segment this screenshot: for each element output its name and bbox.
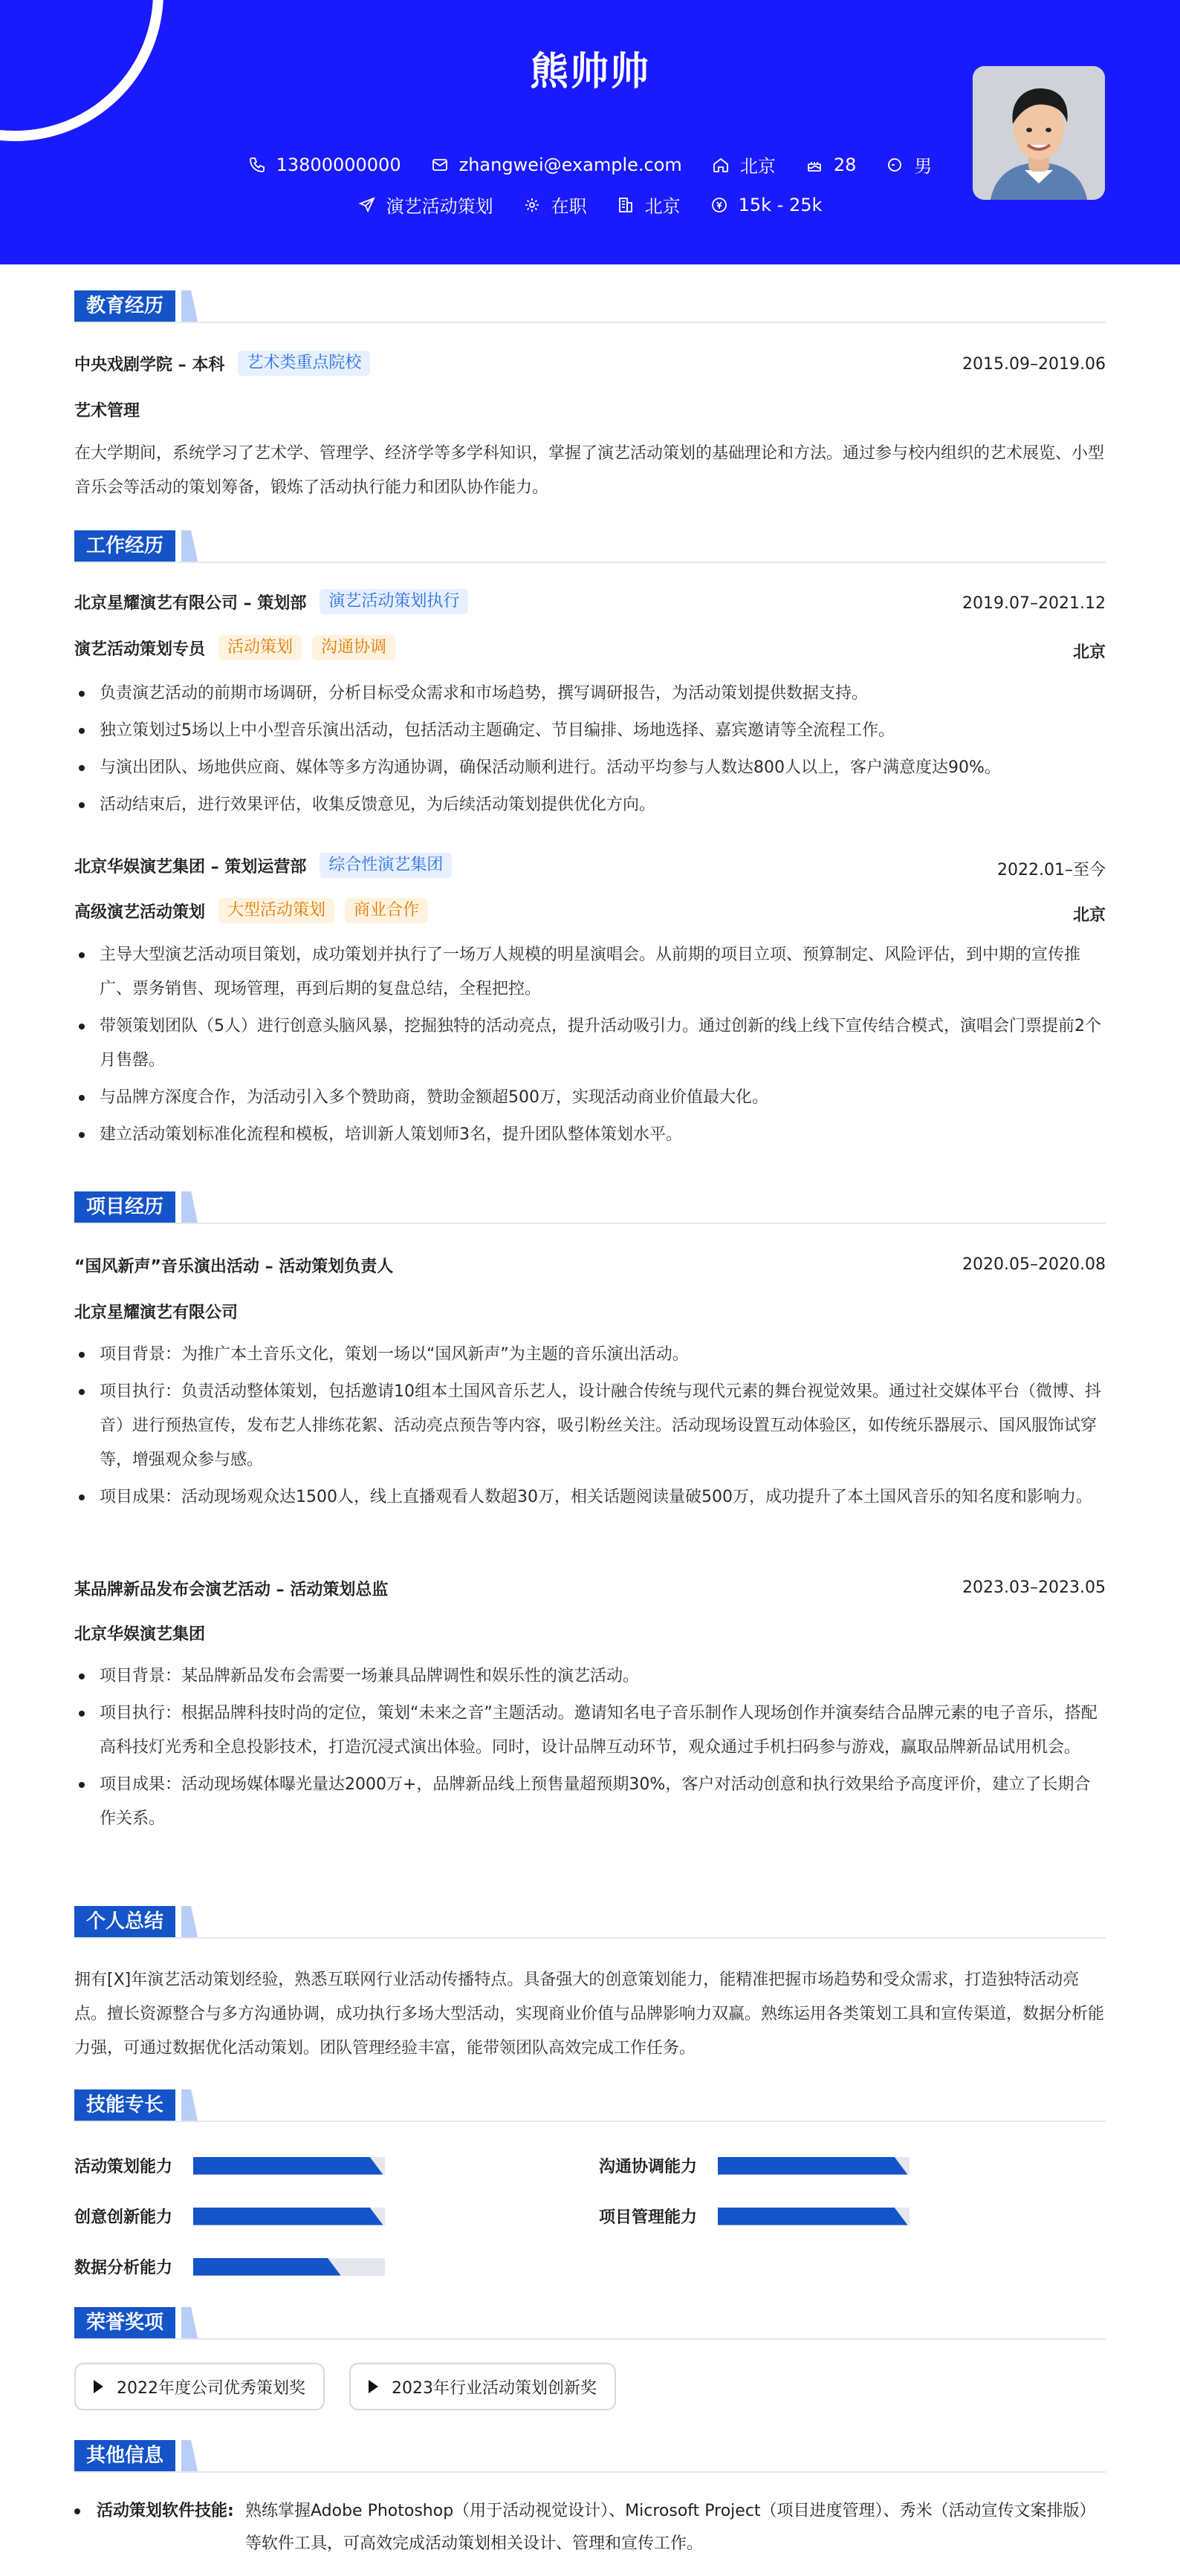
skill-bar-fill (718, 2157, 907, 2175)
awards-heading: 荣誉奖项 (74, 2307, 175, 2338)
play-icon (369, 2380, 378, 2393)
award-text: 2022年度公司优秀策划奖 (117, 2378, 305, 2398)
work-2-bullets (74, 938, 1106, 1155)
building-icon (617, 196, 635, 214)
skill-bar-track (193, 2208, 385, 2225)
phone-icon (248, 156, 266, 174)
skill-bar-fill (193, 2208, 383, 2225)
target-city-text: 北京 (644, 196, 681, 217)
skill-bar-track (193, 2258, 385, 2276)
project-1-header-row (74, 1254, 1106, 1277)
work-2-title: 高级演艺活动策划 (74, 902, 206, 922)
phone-info (248, 155, 401, 175)
heading-tail (181, 2440, 198, 2471)
work-1-skill-tag: 沟通协调 (312, 635, 395, 660)
skill-name: 活动策划能力 (74, 2158, 173, 2176)
work-1-company: 北京星耀演艺有限公司 – 策划部 (74, 593, 307, 613)
avatar-illustration (973, 66, 1105, 200)
heading-tail (181, 2089, 198, 2121)
education-heading: 教育经历 (74, 290, 175, 322)
list-item: 项目背景：某品牌新品发布会需要一场兼具品牌调性和娱乐性的演艺活动。 (74, 1659, 1106, 1694)
skill-item (599, 2205, 910, 2228)
send-icon (358, 196, 376, 214)
work-2-skill-tag: 大型活动策划 (218, 898, 334, 923)
other-info-item (74, 2495, 1106, 2560)
status-info (523, 192, 587, 218)
project-1-dates: 2020.05–2020.08 (962, 1255, 1106, 1274)
other-info-label: 活动策划软件技能: (97, 2502, 234, 2520)
summary-section-title (74, 1906, 1106, 1939)
work-heading: 工作经历 (74, 530, 175, 562)
list-item: 项目执行：负责活动整体策划，包括邀请10组本土国风音乐艺人，设计融合传统与现代元素的舞台视觉效果。通过社交媒体平台（微博、抖音）进行预热宣传，发布艺人排练花絮、活动亮点预告等内容，吸引粉丝关注。活动现场设置互动体验区，如传统乐器展示、国风服饰试穿等，增强观众参与感。 (74, 1375, 1106, 1477)
skill-bar-fill (718, 2208, 907, 2225)
play-icon (94, 2380, 103, 2393)
skill-bar-fill (193, 2157, 383, 2175)
work-section-title (74, 530, 1106, 563)
salary-text: 15k - 25k (738, 194, 823, 215)
target-job-info (358, 192, 493, 218)
education-major: 艺术管理 (74, 402, 140, 420)
education-dates: 2015.09–2019.06 (962, 355, 1106, 374)
projects-section-title (74, 1191, 1106, 1224)
email-info (431, 155, 682, 175)
candidate-name: 熊帅帅 (529, 50, 650, 94)
award-item (74, 2363, 325, 2410)
work-2-title-row (74, 898, 1106, 923)
award-text: 2023年行业活动策划创新奖 (392, 2378, 597, 2398)
skill-name: 项目管理能力 (599, 2208, 698, 2227)
awards-section-title (74, 2307, 1106, 2340)
work-2-skill-tag: 商业合作 (345, 898, 428, 923)
project-2-bullets (74, 1659, 1106, 1839)
work-2-tag: 综合性演艺集团 (320, 853, 452, 878)
list-item: 与品牌方深度合作，为活动引入多个赞助商，赞助金额超500万，实现活动商业价值最大化。 (74, 1081, 1106, 1115)
project-2-name: 某品牌新品发布会演艺活动 – 活动策划总监 (74, 1581, 389, 1599)
work-1-title-row (74, 635, 1106, 660)
list-item: 带领策划团队（5人）进行创意头脑风暴，挖掘独特的活动亮点，提升活动吸引力。通过创新的线上线下宣传结合模式，演唱会门票提前2个月售罄。 (74, 1009, 1106, 1078)
list-item: 主导大型演艺活动项目策划，成功策划并执行了一场万人规模的明星演唱会。从前期的项目立项、预算制定、风险评估，到中期的宣传推广、票务销售、现场管理，再到后期的复盘总结，全程把控。 (74, 938, 1106, 1006)
award-item (349, 2363, 616, 2410)
project-2-company: 北京华娱演艺集团 (74, 1625, 206, 1644)
heading-tail (181, 1906, 198, 1937)
gender-text: 男 (914, 156, 933, 177)
gender-info (886, 152, 932, 178)
other-section-title (74, 2440, 1106, 2473)
list-item: 项目成果：活动现场媒体曝光量达2000万+，品牌新品线上预售量超预期30%，客户对活动创意和执行效果给予高度评价，建立了长期合作关系。 (74, 1768, 1106, 1836)
project-2-header-row (74, 1577, 1106, 1600)
project-1-name: “国风新声”音乐演出活动 – 活动策划负责人 (74, 1258, 394, 1276)
skill-bar-fill (193, 2258, 341, 2276)
skill-name: 沟通协调能力 (599, 2158, 698, 2176)
cake-icon (805, 156, 823, 174)
skills-heading: 技能专长 (74, 2089, 175, 2121)
skill-bar-track (718, 2157, 910, 2175)
skill-item (599, 2154, 910, 2177)
heading-tail (181, 1191, 198, 1223)
list-item: 项目背景：为推广本土音乐文化，策划一场以“国风新声”为主题的音乐演出活动。 (74, 1338, 1106, 1372)
skill-name: 数据分析能力 (74, 2259, 173, 2277)
list-item: 与演出团队、场地供应商、媒体等多方沟通协调，确保活动顺利进行。活动平均参与人数达800人以上，客户满意度达90%。 (74, 751, 1106, 785)
skill-bar-track (193, 2157, 385, 2175)
list-item: 负责演艺活动的前期市场调研，分析目标受众需求和市场趋势，撰写调研报告，为活动策划提供数据支持。 (74, 677, 1106, 711)
project-1-company: 北京星耀演艺有限公司 (74, 1304, 239, 1322)
target-job-text: 演艺活动策划 (386, 196, 493, 217)
list-item: 项目成果：活动现场观众达1500人，线上直播观看人数超30万，相关话题阅读量破500万，成功提升了本土国风音乐的知名度和影响力。 (74, 1480, 1106, 1515)
project-1-bullets (74, 1338, 1106, 1518)
target-city-info (617, 192, 681, 218)
skills-section-title (74, 2089, 1106, 2122)
summary-heading: 个人总结 (74, 1906, 175, 1937)
mail-icon (431, 156, 449, 174)
heading-tail (181, 530, 198, 562)
gear-icon (523, 196, 541, 214)
work-1-title: 演艺活动策划专员 (74, 640, 206, 659)
work-1-header-row (74, 589, 1106, 614)
work-1-tag: 演艺活动策划执行 (320, 589, 468, 614)
bullet-dot (74, 2508, 80, 2514)
age-text: 28 (833, 154, 857, 175)
work-2-company: 北京华娱演艺集团 – 策划运营部 (74, 857, 307, 876)
list-item: 独立策划过5场以上中小型音乐演出活动，包括活动主题确定、节目编排、场地选择、嘉宾邀请等全流程工作。 (74, 714, 1106, 748)
skill-name: 创意创新能力 (74, 2208, 173, 2227)
gender-icon (886, 156, 904, 174)
skill-item (74, 2154, 385, 2177)
work-2-header-row (74, 853, 1106, 878)
school-name: 中央戏剧学院 – 本科 (74, 355, 225, 374)
city-text: 北京 (739, 156, 776, 177)
work-2-location: 北京 (1072, 906, 1106, 925)
education-description: 在大学期间，系统学习了艺术学、管理学、经济学等多学科知识，掌握了演艺活动策划的基础理论和方法。通过参与校内组织的艺术展览、小型音乐会等活动的策划筹备，锻炼了活动执行能力和团队协作能力。 (74, 444, 1105, 497)
coin-icon (710, 196, 728, 214)
skill-bar-track (718, 2208, 910, 2225)
home-icon (712, 156, 730, 174)
salary-info (710, 195, 823, 215)
list-item: 项目执行：根据品牌科技时尚的定位，策划“未来之音”主题活动。邀请知名电子音乐制作人现场创作并演奏结合品牌元素的电子音乐，搭配高科技灯光秀和全息投影技术，打造沉浸式演出体验。同时，设计品牌互动环节，观众通过手机扫码参与游戏，赢取品牌新品试用机会。 (74, 1697, 1106, 1765)
school-tag: 艺术类重点院校 (238, 351, 370, 376)
work-1-bullets (74, 677, 1106, 825)
project-2-dates: 2023.03–2023.05 (962, 1578, 1106, 1597)
work-1-location: 北京 (1072, 643, 1106, 662)
profile-photo (973, 66, 1105, 200)
skill-item (74, 2205, 385, 2228)
heading-tail (181, 2307, 198, 2338)
other-info-text: 熟练掌握Adobe Photoshop（用于活动视觉设计）、Microsoft Project（项目进度管理）、秀米（活动宣传文案排版）等软件工具，可高效完成活动策划相关设计、管理和宣传工作。 (245, 2502, 1096, 2553)
work-1-skill-tag: 活动策划 (218, 635, 302, 660)
education-section-title (74, 290, 1106, 323)
heading-tail (181, 290, 198, 322)
list-item: 建立活动策划标准化流程和模板，培训新人策划师3名，提升团队整体策划水平。 (74, 1118, 1106, 1152)
work-1-dates: 2019.07–2021.12 (962, 594, 1106, 613)
projects-heading: 项目经历 (74, 1191, 175, 1223)
city-info (712, 152, 776, 178)
list-item: 活动结束后，进行效果评估，收集反馈意见，为后续活动策划提供优化方向。 (74, 788, 1106, 822)
summary-text: 拥有[X]年演艺活动策划经验，熟悉互联网行业活动传播特点。具备强大的创意策划能力，能精准把握市场趋势和受众需求，打造独特活动亮点。擅长资源整合与多方沟通协调，成功执行多场大型活动，实现商业价值与品牌影响力双赢。熟练运用各类策划工具和宣传渠道，数据分析能力强，可通过数据优化活动策划。团队管理经验丰富，能带领团队高效完成工作任务。 (74, 1971, 1105, 2058)
status-text: 在职 (551, 196, 587, 217)
skill-item (74, 2255, 385, 2278)
work-2-dates: 2022.01–至今 (997, 861, 1106, 879)
age-info (805, 155, 857, 175)
education-header-row (74, 351, 1106, 376)
phone-text: 13800000000 (276, 154, 401, 175)
email-text: zhangwei@example.com (458, 154, 682, 175)
resume-header (0, 0, 1180, 264)
other-heading: 其他信息 (74, 2440, 175, 2471)
